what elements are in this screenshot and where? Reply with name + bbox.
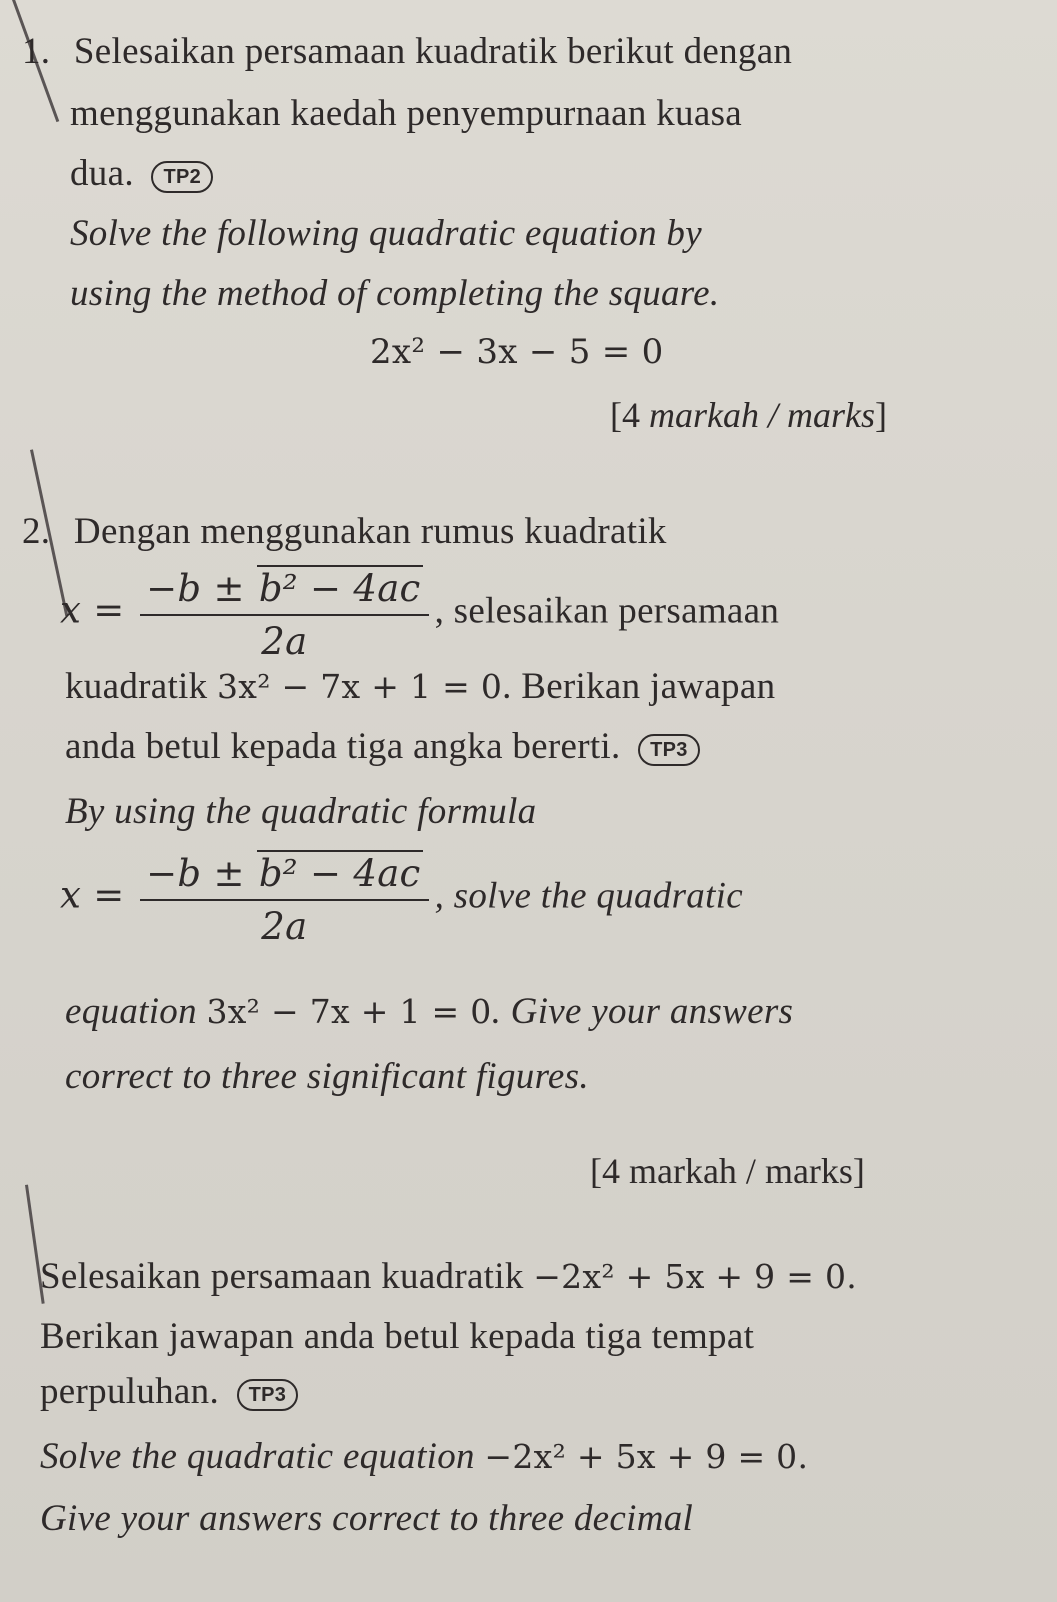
q2-formula-fraction bbox=[140, 565, 428, 663]
q2-malay-line3-suffix: . Berikan jawapan bbox=[502, 666, 776, 707]
q3-english-line1-prefix: Solve the quadratic equation bbox=[40, 1436, 475, 1477]
q2-formula-numerator-en bbox=[140, 850, 428, 901]
q2-formula-denominator-en: 2a bbox=[261, 905, 308, 948]
q1-marks-prefix: [4 bbox=[610, 395, 649, 435]
q2-formula-numerator bbox=[140, 565, 428, 616]
q1-marks bbox=[610, 394, 887, 436]
q2-line1 bbox=[22, 510, 667, 553]
q1-malay-line1: Selesaikan persamaan kuadratik berikut dengan bbox=[73, 31, 793, 72]
q3-line1 bbox=[40, 1255, 857, 1298]
q2-english-line3 bbox=[65, 990, 793, 1033]
q2-marks: [4 markah / marks] bbox=[590, 1151, 865, 1191]
q1-marks-text: markah / marks bbox=[649, 395, 875, 435]
q2-english-line3-suffix: . Give your answers bbox=[491, 991, 794, 1032]
q2-formula-num-sqrt: b² − 4ac bbox=[258, 567, 421, 610]
q1-malay-line2: menggunakan kaedah penyempurnaan kuasa bbox=[70, 93, 742, 134]
q1-tp-badge: TP2 bbox=[151, 161, 213, 193]
q2-formula-row-english bbox=[60, 850, 743, 948]
q1-english-line1: Solve the following quadratic equation by bbox=[70, 213, 702, 254]
q1-line1 bbox=[22, 30, 792, 73]
q1-number: 1. bbox=[22, 31, 51, 72]
q2-malay-line1: Dengan menggunakan rumus kuadratik bbox=[73, 511, 667, 552]
q2-formula-denominator: 2a bbox=[261, 620, 308, 663]
q3-malay-equation: −2x² + 5x + 9 = 0. bbox=[533, 1257, 858, 1296]
q2-number: 2. bbox=[22, 511, 51, 552]
q2-english-line3-prefix: equation bbox=[65, 991, 197, 1032]
q1-english-line2: using the method of completing the square. bbox=[70, 273, 720, 314]
q2-english-line1: By using the quadratic formula bbox=[65, 791, 537, 832]
q2-tp-badge: TP3 bbox=[638, 734, 700, 766]
q1-marks-suffix: ] bbox=[874, 395, 887, 435]
q2-line3 bbox=[65, 665, 775, 708]
q2-formula-lhs: x = bbox=[60, 588, 125, 632]
q2-malay-line2-suffix: , selesaikan persamaan bbox=[434, 590, 780, 632]
q3-english-line1 bbox=[40, 1435, 808, 1478]
q1-equation: 2x² − 3x − 5 = 0 bbox=[370, 332, 664, 372]
q3-malay-line3: perpuluhan. bbox=[40, 1371, 219, 1412]
q3-english-line2: Give your answers correct to three decimal bbox=[40, 1498, 694, 1539]
q2-malay-line3-prefix: kuadratik bbox=[65, 666, 208, 707]
q3-line3 bbox=[40, 1370, 298, 1413]
q2-english-line2-suffix: , solve the quadratic bbox=[434, 875, 743, 917]
q3-english-equation: −2x² + 5x + 9 = 0. bbox=[484, 1437, 809, 1476]
q2-formula-num-prefix-en: −b ± bbox=[146, 852, 257, 895]
q2-formula-row-malay bbox=[60, 565, 779, 663]
q1-malay-line3: dua. bbox=[70, 153, 134, 194]
q2-line4 bbox=[65, 725, 700, 768]
q2-english-equation: 3x² − 7x + 1 = 0 bbox=[206, 992, 492, 1031]
q2-formula-fraction-en bbox=[140, 850, 428, 948]
q3-malay-line1-prefix: Selesaikan persamaan kuadratik bbox=[40, 1256, 524, 1297]
q2-malay-equation: 3x² − 7x + 1 = 0 bbox=[217, 667, 503, 706]
q3-tp-badge: TP3 bbox=[237, 1379, 299, 1411]
q2-formula-num-sqrt-en: b² − 4ac bbox=[258, 852, 421, 895]
q2-formula-lhs-en: x = bbox=[60, 873, 125, 917]
q3-malay-line2: Berikan jawapan anda betul kepada tiga tempat bbox=[40, 1316, 755, 1357]
q2-english-line4: correct to three significant figures. bbox=[65, 1056, 589, 1097]
q2-formula-num-prefix: −b ± bbox=[146, 567, 257, 610]
q2-malay-line4: anda betul kepada tiga angka bererti. bbox=[65, 726, 621, 767]
q1-line3 bbox=[70, 152, 213, 195]
